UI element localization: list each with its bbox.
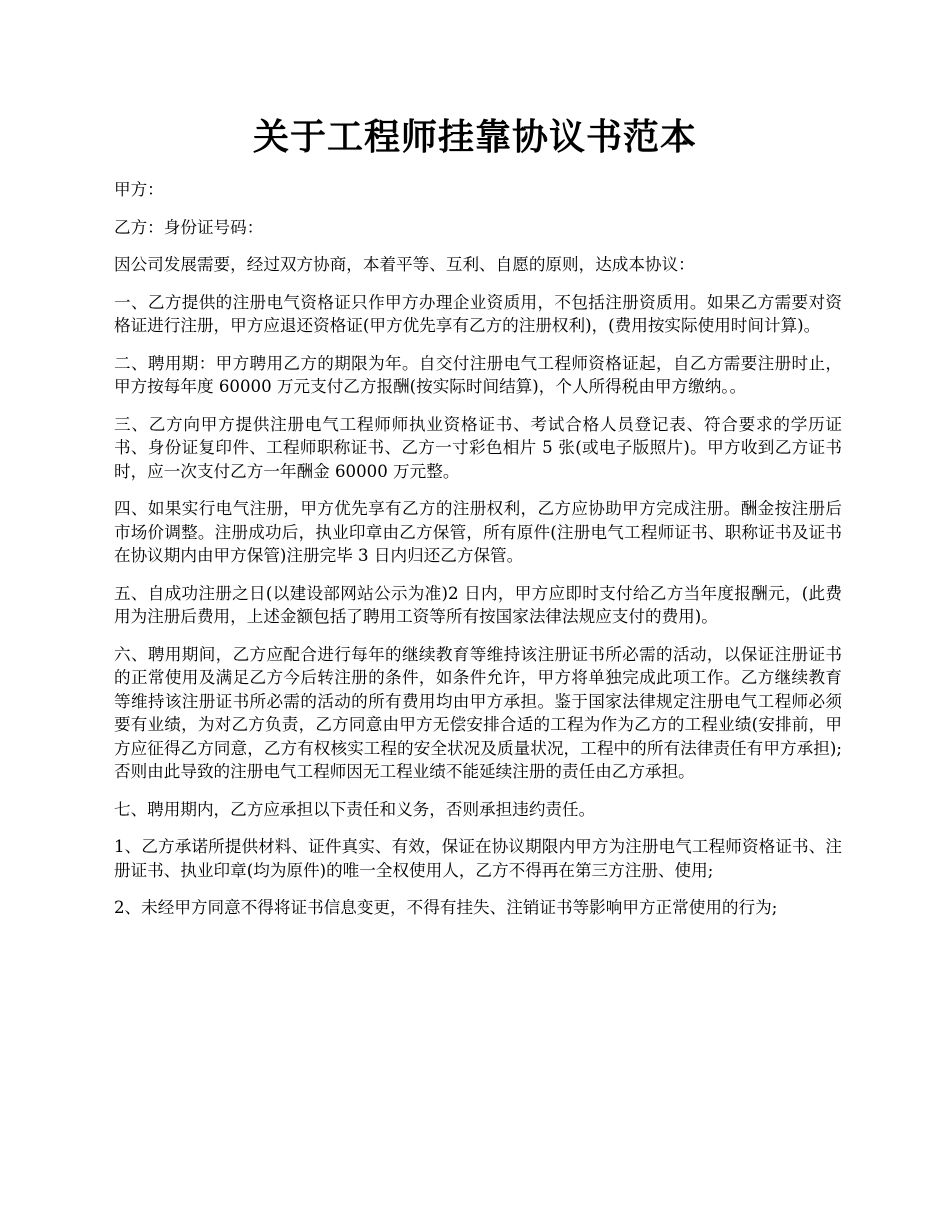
document-title: 关于工程师挂靠协议书范本 <box>252 116 697 158</box>
document-body <box>114 178 842 934</box>
clause-7-item-1: 1、乙方承诺所提供材料、证件真实、有效，保证在协议期限内甲方为注册电气工程师资格证书、注册证书、执业印章(均为原件)的唯一全权使用人，乙方不得再在第三方注册、使用; <box>114 837 842 880</box>
clause-5: 五、自成功注册之日(以建设部网站公示为准)2 日内，甲方应即时支付给乙方当年度报酬元，(此费用为注册后费用，上述金额包括了聘用工资等所有按国家法律法规应支付的费用)。 <box>114 583 842 626</box>
clause-3: 三、乙方向甲方提供注册电气工程师师执业资格证书、考试合格人员登记表、符合要求的学历证书、身份证复印件、工程师职称证书、乙方一寸彩色相片 5 张(或电子版照片)。甲方收到乙方证书时，应一次支付乙方一年酬金 60000 万元整。 <box>114 414 842 481</box>
party-a-line: 甲方： <box>114 180 164 199</box>
clause-1: 一、乙方提供的注册电气资格证只作甲方办理企业资质用，不包括注册资质用。如果乙方需要对资格证进行注册，甲方应退还资格证(甲方优先享有乙方的注册权利)，(费用按实际使用时间计算)。 <box>114 292 842 335</box>
clause-4: 四、如果实行电气注册，甲方优先享有乙方的注册权利，乙方应协助甲方完成注册。酬金按注册后市场价调整。注册成功后，执业印章由乙方保管，所有原件(注册电气工程师证书、职称证书及证书在协议期内由甲方保管)注册完毕 3 日内归还乙方保管。 <box>114 499 842 565</box>
clause-7-item-2: 2、未经甲方同意不得将证书信息变更，不得有挂失、注销证书等影响甲方正常使用的行为; <box>114 898 778 917</box>
party-b-line: 乙方：身份证号码： <box>114 217 264 237</box>
clause-7: 七、聘用期内，乙方应承担以下责任和义务，否则承担违约责任。 <box>114 799 596 819</box>
clause-2: 二、聘用期：甲方聘用乙方的期限为年。自交付注册电气工程师资格证起，自乙方需要注册时止，甲方按每年度 60000 万元支付乙方报酬(按实际时间结算)，个人所得税由甲方缴纳。。 <box>114 353 842 396</box>
preamble-paragraph: 因公司发展需要，经过双方协商，本着平等、互利、自愿的原则，达成本协议： <box>114 255 695 274</box>
clause-6: 六、聘用期间，乙方应配合进行每年的继续教育等维持该注册证书所必需的活动，以保证注册证书的正常使用及满足乙方今后转注册的条件，如条件允许，甲方将单独完成此项工作。乙方继续教育等维持该注册证书所必需的活动的所有费用均由甲方承担。鉴于国家法律规定注册电气工程师必须要有业绩，为对乙方负责，乙方同意由甲方无偿安排合适的工程为作为乙方的工程业绩(安排前，甲方应征得乙方同意，乙方有权核实工程的安全状况及质量状况，工程中的所有法律责任有甲方承担);否则由此导致的注册电气工程师因无工程业绩不能延续注册的责任由乙方承担。 <box>114 644 842 781</box>
